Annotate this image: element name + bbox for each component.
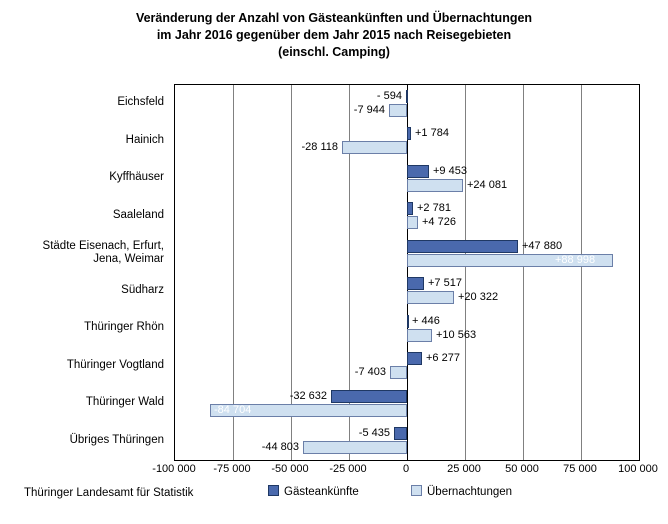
bar-value-label: -44 803 xyxy=(261,441,299,453)
bar-value-label: +2 781 xyxy=(417,202,451,214)
x-tick-label: 75 000 xyxy=(563,463,597,475)
chart-title xyxy=(0,0,668,61)
bar-uebernachtungen xyxy=(390,366,407,379)
plot-region xyxy=(174,84,640,461)
bar-uebernachtungen xyxy=(407,291,454,304)
x-tick-label: 0 xyxy=(402,463,410,475)
bar-value-label: -32 632 xyxy=(289,390,327,402)
category-axis-labels xyxy=(0,84,170,461)
gridline xyxy=(523,85,524,460)
bar-gaesteankuenfte xyxy=(331,390,407,403)
bar-uebernachtungen xyxy=(342,141,407,154)
x-tick-label: 50 000 xyxy=(505,463,539,475)
bar-gaesteankuenfte xyxy=(394,427,407,440)
bar-gaesteankuenfte xyxy=(407,202,413,215)
x-tick-label: -25 000 xyxy=(329,463,367,475)
bar-uebernachtungen xyxy=(407,216,418,229)
bar-value-label: +47 880 xyxy=(522,240,563,252)
bar-value-label: +6 277 xyxy=(426,352,460,364)
bar-value-label: +10 563 xyxy=(436,329,477,341)
bar-value-label: +88 998 xyxy=(555,254,596,266)
x-tick-label: -75 000 xyxy=(213,463,251,475)
zero-axis-line xyxy=(407,85,408,460)
category-label: Saaleland xyxy=(112,208,164,221)
bar-value-label: +20 322 xyxy=(458,291,499,303)
bar-value-label: +7 517 xyxy=(428,277,462,289)
gridline xyxy=(581,85,582,460)
bar-gaesteankuenfte xyxy=(406,90,408,103)
chart-area xyxy=(0,78,668,475)
x-tick-label: -100 000 xyxy=(152,463,196,475)
bar-uebernachtungen xyxy=(407,179,463,192)
legend-item-gaesteankuenfte xyxy=(268,485,359,498)
bar-gaesteankuenfte xyxy=(407,352,422,365)
legend-label-gaesteankuenfte: Gästeankünfte xyxy=(284,486,359,498)
chart-title-line-1: Veränderung der Anzahl von Gästeankünften und Übernachtungen xyxy=(135,11,533,25)
value-axis xyxy=(152,461,658,481)
category-label: Thüringer Wald xyxy=(85,396,164,409)
bar-value-label: +24 081 xyxy=(467,179,508,191)
bar-value-label: -7 403 xyxy=(354,366,386,378)
legend-swatch-gaesteankuenfte xyxy=(268,485,279,496)
source-note: Thüringer Landesamt für Statistik xyxy=(24,487,194,499)
bar-gaesteankuenfte xyxy=(407,127,411,140)
bar-value-label: -7 944 xyxy=(353,104,385,116)
legend-label-uebernachtungen: Übernachtungen xyxy=(427,486,513,498)
legend-swatch-uebernachtungen xyxy=(411,485,422,496)
category-label: Eichsfeld xyxy=(117,96,164,109)
bar-gaesteankuenfte xyxy=(407,277,424,290)
x-tick-label: 100 000 xyxy=(618,463,658,475)
chart-title-line-2: im Jahr 2016 gegenüber dem Jahr 2015 nach Reisegebieten xyxy=(156,28,512,42)
bar-gaesteankuenfte xyxy=(407,165,429,178)
category-label: Südharz xyxy=(121,283,164,296)
bar-value-label: - 594 xyxy=(376,90,402,102)
legend-item-uebernachtungen xyxy=(411,485,512,498)
bar-value-label: -84 704 xyxy=(214,404,252,416)
bar-value-label: -28 118 xyxy=(301,141,338,153)
bar-uebernachtungen xyxy=(303,441,407,454)
bar-value-label: +1 784 xyxy=(415,127,449,139)
category-label: Hainich xyxy=(125,133,164,146)
category-label: Thüringer Rhön xyxy=(84,321,164,334)
bar-uebernachtungen xyxy=(389,104,407,117)
bar-uebernachtungen xyxy=(407,329,432,342)
bar-value-label: -5 435 xyxy=(358,427,390,439)
category-label: Städte Eisenach, Erfurt, Jena, Weimar xyxy=(42,239,164,265)
bar-gaesteankuenfte xyxy=(407,315,409,328)
bar-value-label: + 446 xyxy=(412,315,440,327)
gridline xyxy=(465,85,466,460)
category-label: Kyffhäuser xyxy=(109,171,164,184)
bar-value-label: +9 453 xyxy=(433,165,467,177)
x-tick-label: 25 000 xyxy=(447,463,481,475)
x-tick-label: -50 000 xyxy=(271,463,309,475)
category-label: Thüringer Vogtland xyxy=(66,358,164,371)
chart-title-line-3: (einschl. Camping) xyxy=(278,45,390,59)
bar-value-label: +4 726 xyxy=(422,216,456,228)
category-label: Übriges Thüringen xyxy=(69,433,164,446)
bar-gaesteankuenfte xyxy=(407,240,518,253)
